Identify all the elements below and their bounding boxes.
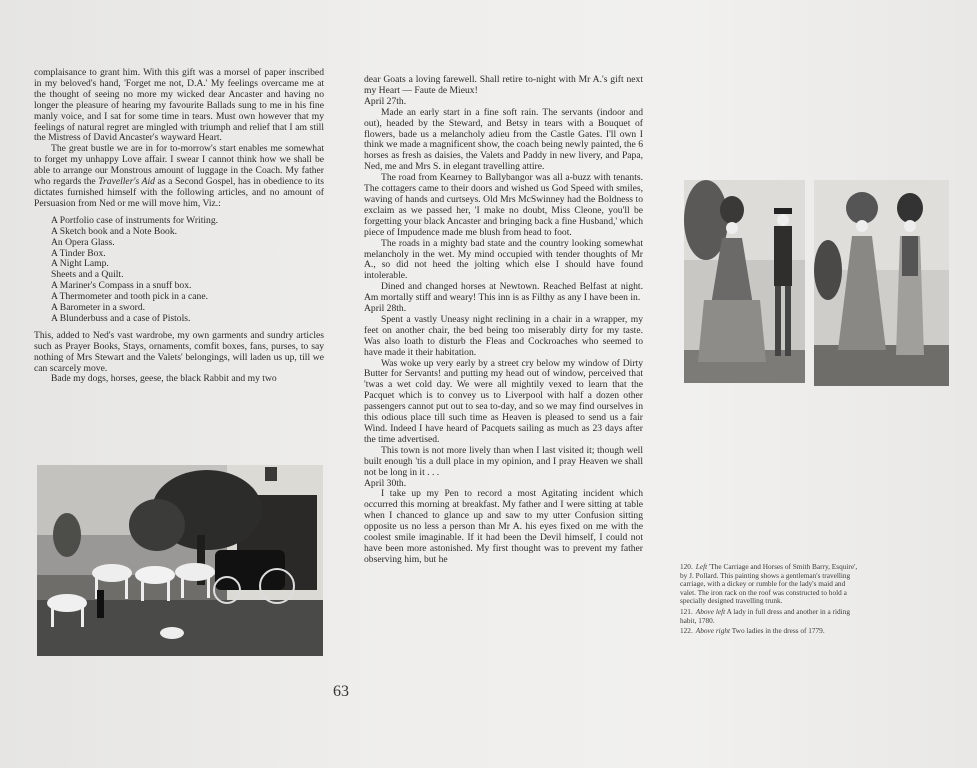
list-item: A Barometer in a sword. [51, 302, 146, 314]
diary-date: April 28th. [364, 303, 407, 315]
list-item: A Portfolio case of instruments for Writing. [51, 214, 219, 226]
paragraph [34, 144, 324, 209]
caption-number: 120. [680, 562, 693, 571]
page-number: 63 [333, 683, 349, 700]
diary-date: April 27th. [364, 95, 407, 107]
paragraph: This, added to Ned's vast wardrobe, my own garments and sundry articles such as Prayer Books, Stays, ornaments, comfit boxes, fans, purses, to say nothing of Mrs Stewart and the Valets' belongings, will laden us up, till we can scarcely move. [34, 329, 324, 374]
caption-number: 122. [680, 626, 693, 636]
caption-122 [680, 627, 860, 636]
paragraph: The roads in a mighty bad state and the country looking somewhat melancholy in the wet. My mind occupied with tender thoughts of Mr A., so did not heed the jolting which else I should have found intolerable. [364, 237, 643, 282]
list-item: A Thermometer and tooth pick in a cane. [51, 291, 209, 303]
list-item: A Night Lamp. [51, 258, 109, 270]
caption-121 [680, 608, 860, 625]
list-item: A Sketch book and a Note Book. [51, 225, 178, 237]
list-item: Sheets and a Quilt. [51, 269, 124, 281]
caption-120 [680, 563, 860, 606]
paragraph: Dined and changed horses at Newtown. Reached Belfast at night. Am mortally stiff and weary! This inn is as Filthy as any I have been in. [364, 281, 643, 304]
caption-position: Left [695, 562, 708, 571]
caption-position: Above right [695, 626, 731, 636]
carriage-painting-image [37, 465, 323, 656]
paragraph: The road from Kearney to Ballybangor was all a-buzz with tenants. The cottagers came to their doors and wished us God Speed with smiles, waving of hands and curtseys. Old Mrs McSwinney had the Boldness to exclaim as we passed her, 'I make no doubt, Miss Cleone, you'll be forgetting your black Ancaster and bringing back a fine Husband,' which piece of Impudence made me blush from head to foot. [364, 172, 643, 238]
ladies-engraving-left-image [684, 180, 805, 383]
paragraph-text: The great bustle we are in for to-morrow's start enables me somewhat to forget my unhappy Love affair. I swear I cannot think how we shall be able to arrange our Monstrous amount of luggage in the Coach. My father who regards the [34, 143, 324, 188]
figure-captions [680, 563, 860, 638]
list-item: An Opera Glass. [51, 236, 115, 248]
caption-number: 121. [680, 606, 693, 616]
list-item: A Tinder Box. [51, 247, 106, 259]
paragraph-text: as a Second Gospel, has in obedience to its dictates furnished himself with the following articles, and no amount of Persuasion from Ned or me will move him, Viz.: [34, 176, 324, 209]
caption-text: Two ladies in the dress of 1779. [731, 626, 825, 636]
paragraph: Made an early start in a fine soft rain. The servants (indoor and out), headed by the Steward, and Betsy in tears with a Bouquet of flowers, bade us a melancholy adieu from the Castle Gates. I'll own I think we made a magnificent show, the coach being newly painted, the 6 horses as fresh as daisies, the Valets and Paddy in new livery, and Papa, Ned, me and Mrs S. in elegant travelling attire. [364, 106, 643, 173]
list-item: A Blunderbuss and a case of Pistols. [51, 312, 191, 324]
caption-position: Above left [695, 606, 726, 616]
caption-text: 'The Carriage and Horses of Smith Barry, Esquire', by J. Pollard. This painting shows a gentleman's travelling carriage, with a dickey or rumble for the lady's maid and valet. The iron rack on the roof was constructed to hold a specially designed travelling trunk. [680, 562, 858, 606]
luggage-list [34, 216, 324, 325]
paragraph: complaisance to grant him. With this gift was a morsel of paper inscribed in my beloved's hand, 'Forget me not, D.A.' My feelings overcame me at the thought of seeing no more my wicked dear Ancaster and having no longer the pleasure of hearing my favourite Ballads sung to me in his fine manly voice, and I sat for some time in tears. Must own however that my feelings of natural regret are mingled with triumph and relief that I am still the Mistress of David Ancaster's wayward Heart. [34, 67, 324, 144]
text-column-middle [364, 75, 643, 566]
paragraph: I take up my Pen to record a most Agitating incident which occurred this morning at breakfast. My father and I were sitting at table when I chanced to glance up and saw to my utter Confusion sitting opposite us no less a person than Mr A. his eyes fixed on me with the coolest smile imaginable. If it had been the Devil himself, I could not have been more astonished. My first thought was to prevent my father observing him, but he [364, 488, 643, 565]
book-title: Traveller's Aid [98, 176, 155, 188]
paragraph: Was woke up very early by a street cry below my window of Dirty Butter for Servants! and putting my head out of window, perceived that 'twas a wet cold day. We were all mightily vexed to learn that the Pacquet which is to convey us to Liverpool with half a dozen other passengers cannot put out to sea to-day, and so we may find ourselves in this odious place till such time as Heaven is pleased to send us a fair Wind. Indeed I have heard of Pacquets sailing as much as 23 days after the time advertised. [364, 357, 643, 445]
paragraph: This town is not more lively than when I last visited it; though well built enough 'tis a dull place in my opinion, and I pray Heaven we shall not be long in it . . . [364, 444, 643, 478]
ladies-engraving-right-image [814, 180, 949, 386]
paragraph: dear Goats a loving farewell. Shall retire to-night with Mr A.'s gift next my Heart — Faute de Mieux! [364, 74, 643, 96]
paragraph: Spent a vastly Uneasy night reclining in a chair in a wrapper, my feet on another chair, the bed being too miserably dirty for my taste. Was also loath to disturb the Fleas and Cockroaches who seemed to have made it their habitation. [364, 313, 643, 358]
text-column-left [34, 68, 324, 385]
caption-text: A lady in full dress and another in a riding habit, 1780. [680, 606, 851, 625]
paragraph: Bade my dogs, horses, geese, the black Rabbit and my two [51, 373, 277, 385]
list-item: A Mariner's Compass in a snuff box. [51, 280, 192, 292]
diary-date: April 30th. [364, 477, 407, 489]
